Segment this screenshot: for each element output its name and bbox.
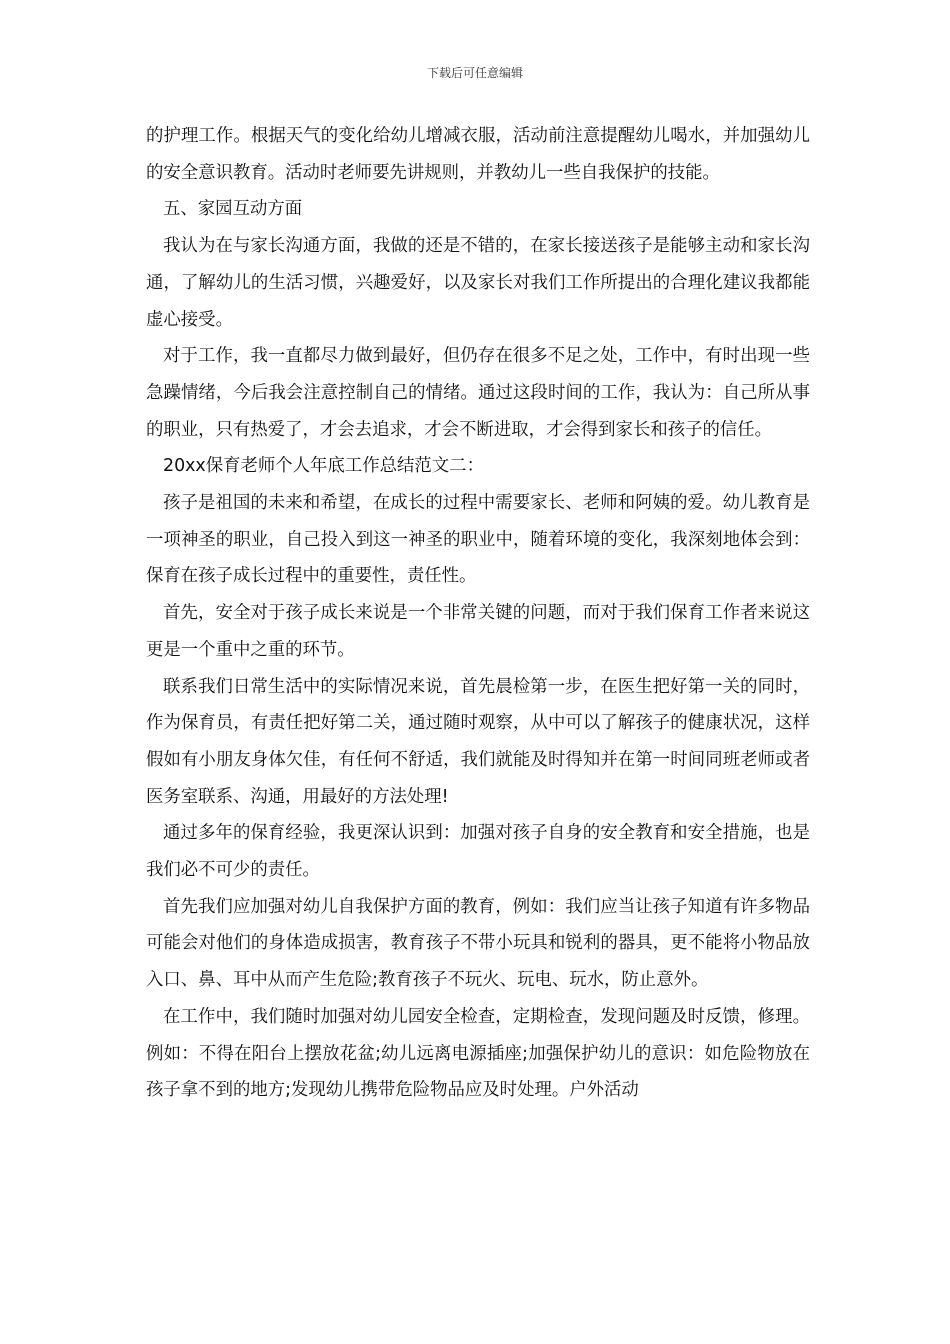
document-body xyxy=(146,118,810,1109)
page-header: 下载后可任意编辑 xyxy=(426,66,523,80)
paragraph: 的护理工作。根据天气的变化给幼儿增减衣服，活动前注意提醒幼儿喝水，并加强幼儿的安全意识教育。活动时老师要先讲规则，并教幼儿一些自我保护的技能。 xyxy=(146,126,810,183)
paragraph: 孩子是祖国的未来和希望，在成长的过程中需要家长、老师和阿姨的爱。幼儿教育是一项神圣的职业，自己投入到这一神圣的职业中，随着环境的变化，我深刻地体会到：保育在孩子成长过程中的重要性，责任性。 xyxy=(146,493,810,587)
article-title: 20xx保育老师个人年底工作总结范文二： xyxy=(163,456,484,477)
section-heading: 五、家园互动方面 xyxy=(163,199,303,220)
paragraph: 联系我们日常生活中的实际情况来说，首先晨检第一步，在医生把好第一关的同时，作为保育员，有责任把好第二关，通过随时观察，从中可以了解孩子的健康状况，这样假如有小朋友身体欠佳，有任何不舒适，我们就能及时得知并在第一时间同班老师或者医务室联系、沟通，用最好的方法处理! xyxy=(146,676,810,807)
paragraph: 我认为在与家长沟通方面，我做的还是不错的，在家长接送孩子是能够主动和家长沟通，了解幼儿的生活习惯，兴趣爱好，以及家长对我们工作所提出的合理化建议我都能虚心接受。 xyxy=(146,236,810,330)
paragraph: 首先，安全对于孩子成长来说是一个非常关键的问题，而对于我们保育工作者来说这更是一个重中之重的环节。 xyxy=(146,603,810,660)
paragraph: 通过多年的保育经验，我更深认识到：加强对孩子自身的安全教育和安全措施，也是我们必不可少的责任。 xyxy=(146,823,810,881)
paragraph: 在工作中，我们随时加强对幼儿园安全检查，定期检查，发现问题及时反馈，修理。例如：不得在阳台上摆放花盆;幼儿远离电源插座;加强保护幼儿的意识：如危险物放在孩子拿不到的地方;发现幼儿携带危险物品应及时处理。户外活动 xyxy=(146,1006,810,1101)
paragraph: 对于工作，我一直都尽力做到最好，但仍存在很多不足之处，工作中，有时出现一些急躁情绪，今后我会注意控制自己的情绪。通过这段时间的工作，我认为：自己所从事的职业，只有热爱了，才会去追求，才会不断进取，才会得到家长和孩子的信任。 xyxy=(146,346,810,440)
paragraph: 首先我们应加强对幼儿自我保护方面的教育，例如：我们应当让孩子知道有许多物品可能会对他们的身体造成损害，教育孩子不带小玩具和锐利的器具，更不能将小物品放入口、鼻、耳中从而产生危险;教育孩子不玩火、玩电、玩水，防止意外。 xyxy=(146,896,810,991)
